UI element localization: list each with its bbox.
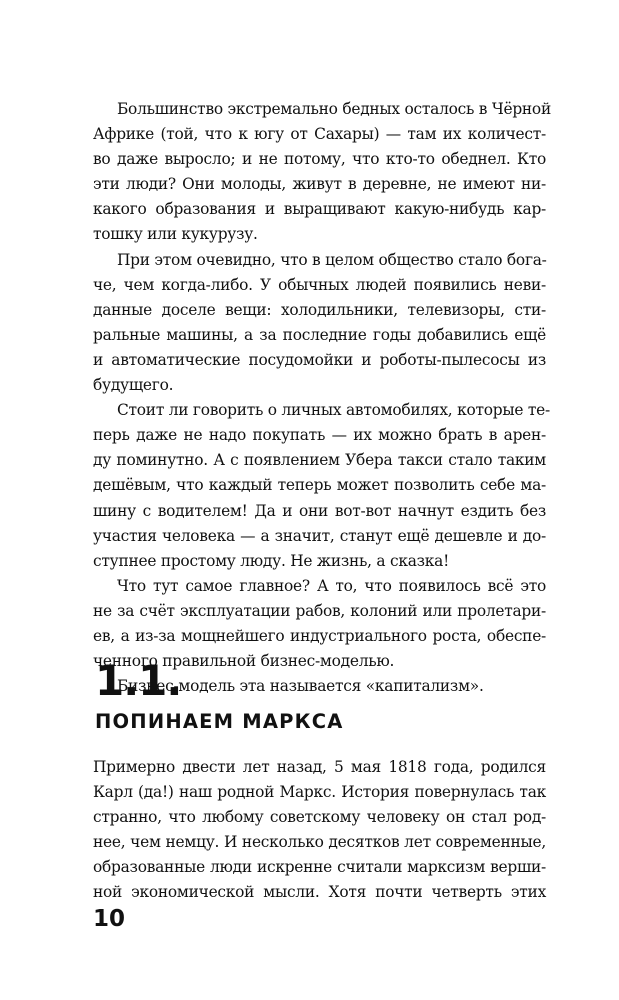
- text-line: Примерно двести лет назад, 5 мая 1818 года, родился: [93, 758, 546, 776]
- text-line: Африке (той, что к югу от Сахары) — там их количест-: [93, 125, 546, 144]
- text-line: Что тут самое главное? А то, что появилось всё это: [117, 576, 546, 595]
- text-line: какого образования и выращивают какую-нибудь кар-: [93, 200, 546, 219]
- text-line: эти люди? Они молоды, живут в деревне, не имеют ни-: [93, 175, 546, 194]
- text-line: данные доселе вещи: холодильники, телевизоры, сти-: [93, 300, 546, 319]
- text-line: ной экономической мысли. Хотя почти четверть этих: [93, 883, 546, 902]
- text-line: че, чем когда-либо. У обычных людей появились неви-: [93, 275, 546, 294]
- text-line: При этом очевидно, что в целом общество стало бога-: [117, 250, 547, 269]
- section-title: ПОПИНАЕМ МАРКСА: [95, 710, 344, 733]
- text-line: тошку или кукурузу.: [93, 225, 258, 244]
- body-text-bottom: [93, 755, 546, 906]
- text-line: ду поминутно. А с появлением Убера такси стало таким: [93, 451, 546, 470]
- text-line: Стоит ли говорить о личных автомобилях, которые те-: [117, 401, 550, 420]
- text-line: странно, что любому советскому человеку он стал род-: [93, 808, 546, 827]
- text-line: нее, чем немцу. И несколько десятков лет современные,: [93, 833, 546, 852]
- body-text-top: [93, 97, 551, 699]
- text-line: ральные машины, а за последние годы добавились ещё: [93, 325, 546, 344]
- text-line: ступнее простому люду. Не жизнь, а сказка!: [93, 551, 450, 570]
- text-line: перь даже не надо покупать — их можно брать в арен-: [93, 426, 546, 445]
- text-line: и автоматические посудомойки и роботы-пылесосы из: [93, 350, 546, 369]
- text-line: Бизнес-модель эта называется «капитализм».: [117, 677, 484, 696]
- text-line: ченного правильной бизнес-моделью.: [93, 652, 395, 671]
- text-line: не за счёт эксплуатации рабов, колоний или пролетари-: [93, 601, 546, 620]
- text-line: будущего.: [93, 376, 174, 395]
- text-line: участия человека — а значит, станут ещё дешевле и до-: [93, 526, 546, 545]
- page-number: 10: [93, 906, 126, 932]
- text-line: Карл (да!) наш родной Маркс. История повернулась так: [93, 783, 546, 802]
- text-line: ев, а из-за мощнейшего индустриального роста, обеспе-: [93, 626, 546, 645]
- text-line: Большинство экстремально бедных осталось в Чёрной: [117, 100, 551, 118]
- text-line: дешёвым, что каждый теперь может позволить себе ма-: [93, 476, 546, 495]
- text-line: во даже выросло; и не потому, что кто-то обеднел. Кто: [93, 150, 546, 169]
- section-number: 1.1.: [95, 656, 182, 705]
- text-line: шину с водителем! Да и они вот-вот начнут ездить без: [93, 501, 546, 520]
- text-line: образованные люди искренне считали марксизм верши-: [93, 858, 546, 877]
